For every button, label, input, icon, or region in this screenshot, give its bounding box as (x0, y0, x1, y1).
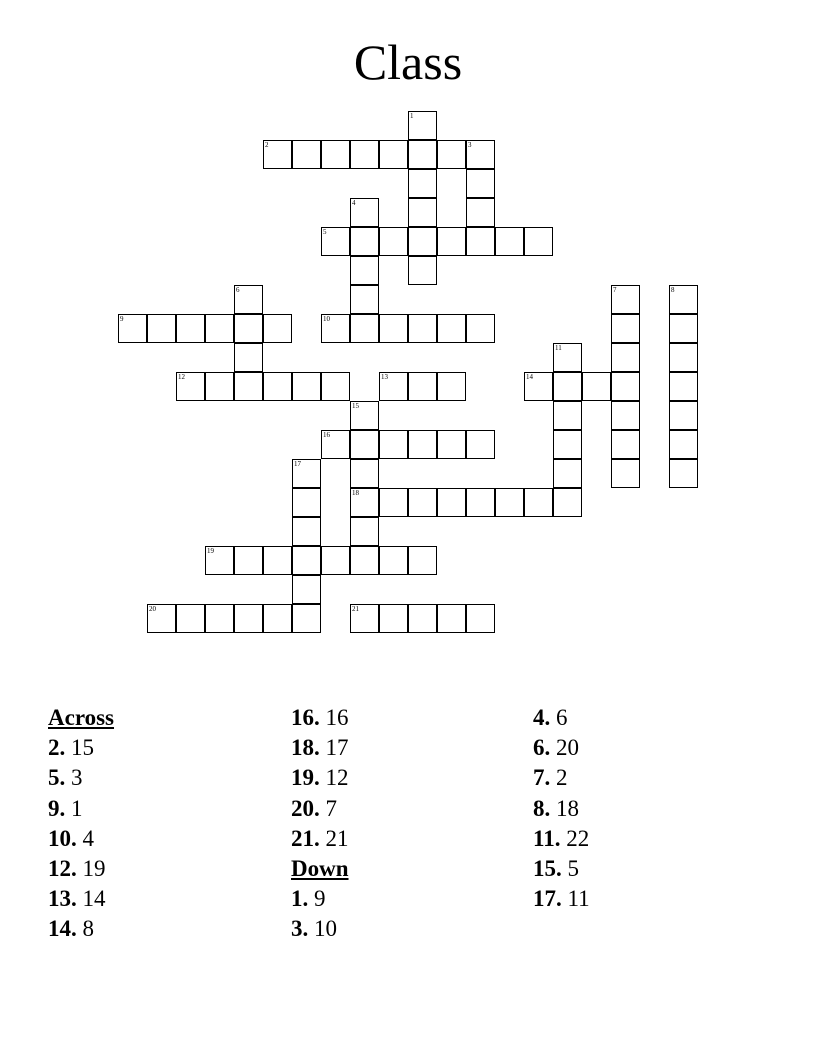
puzzle-title: Class (353, 34, 463, 90)
grid-cell[interactable] (234, 546, 263, 575)
clue-number: 3 (468, 141, 472, 149)
clue-answer: 9 (308, 886, 326, 912)
grid-cell[interactable] (263, 140, 292, 169)
clue-number: 15. (533, 856, 562, 882)
grid-cell[interactable] (408, 169, 437, 198)
grid-cell[interactable] (611, 285, 640, 314)
across-heading: Across (48, 705, 115, 730)
clue-answer: 7 (319, 795, 337, 821)
down-heading: Down (291, 856, 349, 882)
clue-item (48, 914, 278, 944)
grid-cell[interactable] (350, 198, 379, 227)
clue-number: 5. (48, 765, 66, 791)
grid-cell[interactable] (321, 227, 350, 256)
grid-cell[interactable] (524, 372, 553, 401)
clue-answer: 3 (65, 765, 83, 791)
clue-number: 10 (323, 315, 330, 323)
grid-cell[interactable] (408, 227, 437, 256)
clue-number: 11 (555, 344, 562, 352)
clue-number: 14 (526, 373, 533, 381)
grid-cell[interactable] (176, 314, 205, 343)
grid-cell[interactable] (350, 227, 379, 256)
clue-column-2 (291, 703, 521, 945)
grid-cell[interactable] (350, 285, 379, 314)
clue-answer: 2 (550, 765, 568, 791)
grid-cell[interactable] (234, 372, 263, 401)
clue-number: 19 (207, 547, 214, 555)
clue-item (291, 824, 521, 854)
grid-cell[interactable] (292, 372, 321, 401)
clue-item (533, 794, 763, 824)
grid-cell[interactable] (292, 140, 321, 169)
grid-cell[interactable] (292, 459, 321, 488)
grid-cell[interactable] (379, 227, 408, 256)
grid-cell[interactable] (350, 517, 379, 546)
grid-cell[interactable] (408, 488, 437, 517)
grid-cell[interactable] (553, 372, 582, 401)
clue-number: 8 (671, 286, 675, 294)
grid-cell[interactable] (669, 401, 698, 430)
clue-column-1 (48, 703, 278, 945)
grid-cell[interactable] (350, 140, 379, 169)
clue-item (48, 733, 278, 763)
grid-cell[interactable] (379, 372, 408, 401)
clue-number: 9 (120, 315, 124, 323)
clue-number: 4 (352, 199, 356, 207)
grid-cell[interactable] (205, 546, 234, 575)
clue-answer: 11 (561, 886, 590, 912)
grid-cell[interactable] (379, 314, 408, 343)
grid-cell[interactable] (466, 198, 495, 227)
grid-cell[interactable] (437, 488, 466, 517)
grid-cell[interactable] (350, 430, 379, 459)
clue-number: 21 (352, 605, 359, 613)
clue-number: 11. (533, 825, 561, 851)
grid-cell[interactable] (379, 604, 408, 633)
grid-cell[interactable] (350, 488, 379, 517)
clue-answer: 15 (65, 735, 94, 761)
clue-number: 13. (48, 886, 77, 912)
grid-cell[interactable] (437, 227, 466, 256)
grid-cell[interactable] (466, 227, 495, 256)
clue-answer: 4 (76, 825, 94, 851)
grid-cell[interactable] (408, 140, 437, 169)
clue-number: 17. (533, 886, 562, 912)
grid-cell[interactable] (437, 372, 466, 401)
grid-cell[interactable] (379, 488, 408, 517)
clue-answer: 6 (550, 705, 568, 730)
grid-cell[interactable] (553, 343, 582, 372)
clue-item (533, 703, 763, 733)
grid-cell[interactable] (205, 372, 234, 401)
clue-number: 21. (291, 825, 320, 851)
grid-cell[interactable] (495, 227, 524, 256)
clue-number: 13 (381, 373, 388, 381)
clue-number: 5 (323, 228, 327, 236)
grid-cell[interactable] (118, 314, 147, 343)
clue-number: 8. (533, 795, 551, 821)
grid-cell[interactable] (234, 285, 263, 314)
grid-cell[interactable] (466, 314, 495, 343)
grid-cell[interactable] (669, 285, 698, 314)
clue-answer: 18 (550, 795, 579, 821)
clue-number: 10. (48, 825, 77, 851)
grid-cell[interactable] (263, 604, 292, 633)
grid-cell[interactable] (611, 314, 640, 343)
clue-item (291, 733, 521, 763)
grid-cell[interactable] (669, 459, 698, 488)
clue-number: 20. (291, 795, 320, 821)
grid-cell[interactable] (466, 604, 495, 633)
clue-number: 9. (48, 795, 66, 821)
grid-cell[interactable] (147, 314, 176, 343)
clue-answer: 17 (319, 735, 349, 761)
clue-number: 17 (294, 460, 301, 468)
grid-cell[interactable] (321, 430, 350, 459)
clue-item (291, 794, 521, 824)
grid-cell[interactable] (495, 488, 524, 517)
grid-cell[interactable] (350, 604, 379, 633)
grid-cell[interactable] (350, 314, 379, 343)
grid-cell[interactable] (611, 401, 640, 430)
grid-cell[interactable] (611, 459, 640, 488)
grid-cell[interactable] (524, 227, 553, 256)
grid-cell[interactable] (669, 314, 698, 343)
clue-number: 19. (291, 765, 320, 791)
grid-cell[interactable] (408, 546, 437, 575)
clue-number: 16 (323, 431, 330, 439)
clue-number: 14. (48, 916, 77, 942)
grid-cell[interactable] (553, 488, 582, 517)
grid-cell[interactable] (147, 604, 176, 633)
clue-item (533, 733, 763, 763)
grid-cell[interactable] (611, 343, 640, 372)
grid-cell[interactable] (669, 343, 698, 372)
grid-cell[interactable] (379, 546, 408, 575)
clue-answer: 16 (319, 705, 349, 730)
grid-cell[interactable] (524, 488, 553, 517)
clue-item (48, 854, 278, 884)
grid-cell[interactable] (379, 430, 408, 459)
grid-cell[interactable] (292, 604, 321, 633)
clue-item (291, 884, 521, 914)
clue-answer: 14 (76, 886, 106, 912)
grid-cell[interactable] (408, 314, 437, 343)
clue-number: 2 (265, 141, 269, 149)
clue-answer: 5 (561, 856, 579, 882)
grid-cell[interactable] (263, 314, 292, 343)
clue-item (48, 763, 278, 793)
clue-answer: 1 (65, 795, 83, 821)
clue-item (533, 763, 763, 793)
grid-cell[interactable] (350, 546, 379, 575)
clue-answer: 12 (319, 765, 349, 791)
grid-cell[interactable] (408, 256, 437, 285)
grid-cell[interactable] (669, 430, 698, 459)
clue-number: 2. (48, 735, 66, 761)
clue-item (533, 854, 763, 884)
grid-cell[interactable] (350, 459, 379, 488)
clue-number: 7 (613, 286, 617, 294)
clue-item (48, 824, 278, 854)
clue-answer: 20 (550, 735, 579, 761)
grid-cell[interactable] (321, 140, 350, 169)
grid-cell[interactable] (234, 343, 263, 372)
clue-answer: 21 (319, 825, 349, 851)
clue-number: 12 (178, 373, 185, 381)
clue-number: 18. (291, 735, 320, 761)
clue-number: 20 (149, 605, 156, 613)
clue-column-3 (533, 703, 763, 914)
grid-cell[interactable] (553, 430, 582, 459)
grid-cell[interactable] (292, 517, 321, 546)
clue-number: 12. (48, 856, 77, 882)
grid-cell[interactable] (176, 604, 205, 633)
grid-cell[interactable] (466, 169, 495, 198)
grid-cell[interactable] (437, 314, 466, 343)
grid-cell[interactable] (350, 256, 379, 285)
grid-cell[interactable] (234, 604, 263, 633)
grid-cell[interactable] (408, 198, 437, 227)
clue-number: 1. (291, 886, 309, 912)
clue-number: 1 (410, 112, 414, 120)
grid-cell[interactable] (321, 372, 350, 401)
clue-number: 18 (352, 489, 359, 497)
grid-cell[interactable] (379, 140, 408, 169)
clue-item (48, 884, 278, 914)
grid-cell[interactable] (205, 314, 234, 343)
grid-cell[interactable] (466, 430, 495, 459)
clue-number: 3. (291, 916, 309, 942)
clue-item (533, 884, 763, 914)
clue-number: 6. (533, 735, 551, 761)
clue-number: 7. (533, 765, 551, 791)
clue-number: 4. (533, 705, 551, 730)
clue-item (533, 824, 763, 854)
clue-answer: 19 (76, 856, 106, 882)
grid-cell[interactable] (292, 546, 321, 575)
grid-cell[interactable] (321, 314, 350, 343)
grid-cell[interactable] (611, 430, 640, 459)
grid-cell[interactable] (553, 459, 582, 488)
clue-item (291, 703, 521, 733)
grid-cell[interactable] (466, 488, 495, 517)
clue-item (291, 763, 521, 793)
clue-item (48, 794, 278, 824)
grid-cell[interactable] (611, 372, 640, 401)
grid-cell[interactable] (263, 372, 292, 401)
grid-cell[interactable] (437, 604, 466, 633)
clue-number: 15 (352, 402, 359, 410)
clue-number: 6 (236, 286, 240, 294)
grid-cell[interactable] (466, 140, 495, 169)
grid-cell[interactable] (234, 314, 263, 343)
grid-cell[interactable] (408, 430, 437, 459)
grid-cell[interactable] (669, 372, 698, 401)
grid-cell[interactable] (408, 111, 437, 140)
grid-cell[interactable] (321, 546, 350, 575)
grid-cell[interactable] (205, 604, 234, 633)
grid-cell[interactable] (437, 140, 466, 169)
grid-cell[interactable] (582, 372, 611, 401)
grid-cell[interactable] (263, 546, 292, 575)
clue-number: 16. (291, 705, 320, 730)
grid-cell[interactable] (292, 575, 321, 604)
clue-answer: 10 (308, 916, 337, 942)
clue-item (291, 914, 521, 944)
grid-cell[interactable] (553, 401, 582, 430)
grid-cell[interactable] (176, 372, 205, 401)
grid-cell[interactable] (350, 401, 379, 430)
grid-cell[interactable] (292, 488, 321, 517)
grid-cell[interactable] (437, 430, 466, 459)
grid-cell[interactable] (408, 604, 437, 633)
clue-answer: 22 (560, 825, 590, 851)
clue-answer: 8 (76, 916, 94, 942)
grid-cell[interactable] (408, 372, 437, 401)
